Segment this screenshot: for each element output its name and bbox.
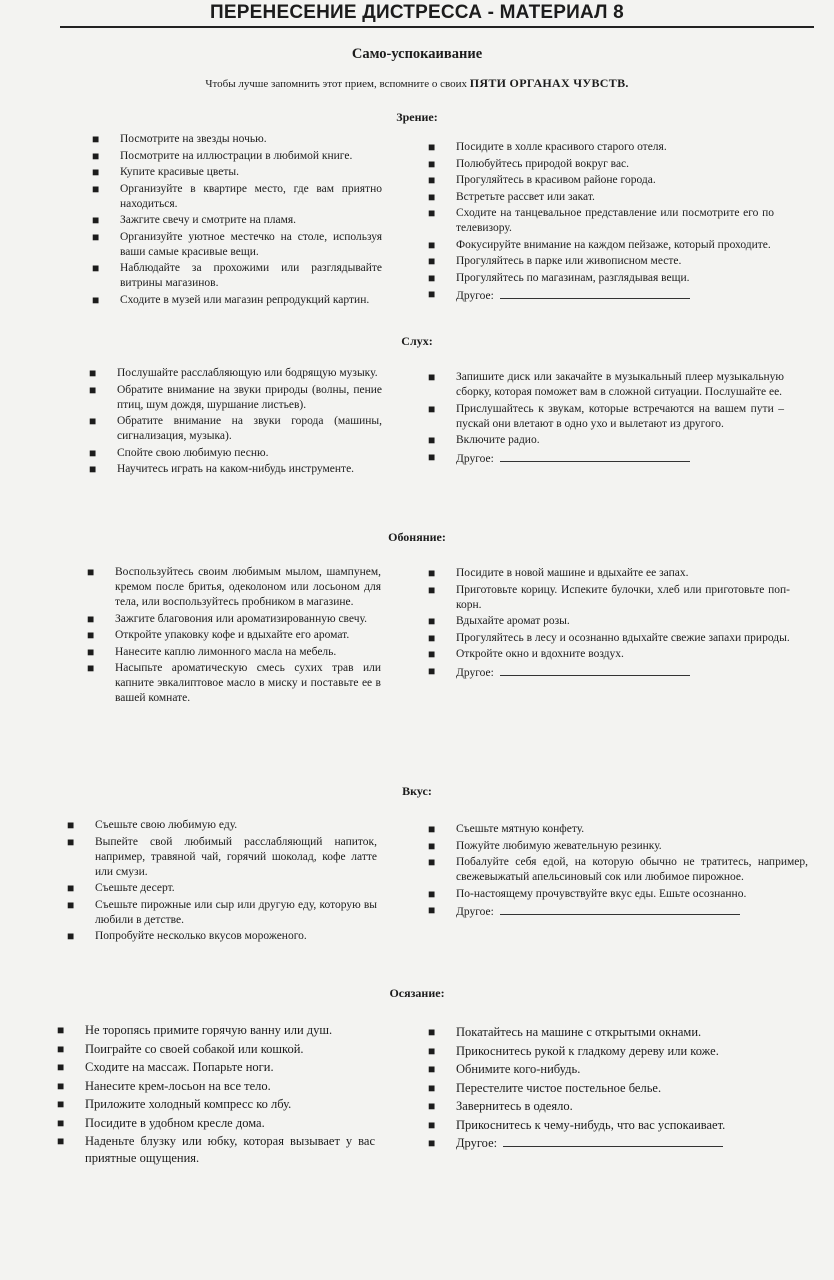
- bullet-icon: ■: [428, 1099, 436, 1113]
- bullet-icon: ■: [428, 433, 436, 447]
- bullet-icon: ■: [92, 213, 100, 227]
- list-item: ■ Спойте свою любимую песню.: [89, 445, 269, 460]
- bullet-icon: ■: [89, 462, 97, 476]
- bullet-icon: ■: [67, 834, 75, 849]
- bullet-icon: ■: [89, 445, 97, 460]
- intro-emphasis: ПЯТИ ОРГАНАХ ЧУВСТВ.: [469, 76, 629, 90]
- section-title-hearing: Слух:: [401, 334, 433, 348]
- bullet-icon: ■: [428, 173, 436, 187]
- bullet-icon: ■: [428, 630, 436, 645]
- bullet-icon: ■: [428, 838, 436, 853]
- list-item: ■ Нанесите каплю лимонного масла на мебель.: [87, 644, 337, 659]
- bullet-icon: ■: [89, 414, 97, 428]
- list-item: ■ Перестелите чистое постельное белье.: [428, 1080, 662, 1095]
- list-item: ■ Прогуляйтесь в красивом районе города.: [428, 173, 656, 187]
- list-item: ■ Вдыхайте аромат розы.: [428, 614, 570, 628]
- section-title-taste: Вкус:: [402, 784, 432, 798]
- intro-line: [0, 76, 834, 91]
- list-item: ■ Съешьте десерт.: [67, 881, 175, 895]
- bullet-icon: ■: [428, 647, 436, 661]
- intro-text: Чтобы лучше запомнить этот прием, вспомните о своих: [205, 78, 470, 90]
- bullet-icon: ■: [57, 1097, 65, 1111]
- list-item: ■ Фокусируйте внимание на каждом пейзаже, который проходите.: [428, 237, 771, 252]
- bullet-icon: ■: [87, 661, 95, 675]
- bullet-icon: ■: [428, 140, 436, 154]
- list-item: ■ Сходите на танцевальное представление или посмотрите его по телевизору.: [428, 206, 774, 234]
- list-item: ■ Зажгите благовония или ароматизированную свечу.: [87, 611, 367, 626]
- list-item: ■ Встретьте рассвет или закат.: [428, 189, 595, 204]
- bullet-icon: ■: [87, 611, 95, 626]
- list-item: ■ Организуйте в квартире место, где вам приятно находиться.: [92, 181, 382, 210]
- list-item: ■ Откройте окно и вдохните воздух.: [428, 647, 624, 661]
- other-item: ■ Другое:: [456, 1135, 806, 1152]
- bullet-icon: ■: [92, 229, 100, 244]
- touch-right-list: [428, 1024, 806, 1154]
- bullet-icon: ■: [428, 1062, 436, 1076]
- bullet-icon: ■: [87, 565, 95, 579]
- bullet-icon: ■: [67, 818, 75, 832]
- hearing-right-list: [428, 370, 784, 468]
- bullet-icon: ■: [428, 1080, 436, 1095]
- bullet-icon: ■: [428, 822, 436, 836]
- list-item: ■ Организуйте уютное местечко на столе, используя ваши самые красивые вещи.: [92, 229, 382, 258]
- bullet-icon: ■: [87, 644, 95, 659]
- list-item: ■ Запишите диск или закачайте в музыкальный плеер музыкальную сборку, которая поможет вам в сложной ситуации. Послушайте ее.: [428, 370, 784, 398]
- list-item: ■ Прогуляйтесь по магазинам, разглядывая вещи.: [428, 270, 690, 285]
- list-item: ■ Обратите внимание на звуки города (машины, сигнализация, музыка).: [89, 414, 382, 442]
- bullet-icon: ■: [428, 903, 436, 917]
- blank-line: [503, 1135, 723, 1147]
- list-item: ■ Послушайте расслабляющую или бодрящую музыку.: [89, 366, 378, 380]
- vision-left-list: [92, 132, 382, 309]
- list-item: ■ Посидите в удобном кресле дома.: [57, 1115, 265, 1130]
- list-item: ■ Наденьте блузку или юбку, которая вызывает у вас приятные ощущения.: [57, 1134, 375, 1165]
- list-item: ■ Завернитесь в одеяло.: [428, 1099, 573, 1113]
- list-item: ■ Полюбуйтесь природой вокруг вас.: [428, 156, 630, 171]
- smell-right-list: [428, 566, 790, 682]
- bullet-icon: ■: [428, 237, 436, 252]
- list-item: ■ Попробуйте несколько вкусов мороженого.: [67, 929, 307, 943]
- bullet-icon: ■: [92, 132, 100, 146]
- section-title-smell: Обоняние:: [388, 530, 446, 544]
- smell-left-list: [87, 565, 381, 708]
- taste-right-list: [428, 822, 808, 922]
- bullet-icon: ■: [428, 1025, 436, 1039]
- bullet-icon: ■: [67, 929, 75, 943]
- bullet-icon: ■: [428, 582, 436, 597]
- bullet-icon: ■: [428, 1136, 436, 1150]
- list-item: ■ Прикоснитесь рукой к гладкому дереву или коже.: [428, 1043, 719, 1058]
- bullet-icon: ■: [428, 401, 436, 416]
- list-item: ■ Пожуйте любимую жевательную резинку.: [428, 838, 662, 853]
- bullet-icon: ■: [428, 287, 436, 301]
- list-item: ■ Насыпьте ароматическую смесь сухих трав или капните эвкалиптовое масло в миску и поставьте ее в вашей комнате.: [87, 661, 381, 704]
- list-item: ■ Зажгите свечу и смотрите на пламя.: [92, 213, 297, 227]
- section-title-vision: Зрение:: [396, 110, 438, 124]
- list-item: ■ Приготовьте корицу. Испеките булочки, хлеб или приготовьте поп-корн.: [428, 582, 790, 611]
- bullet-icon: ■: [428, 663, 436, 678]
- list-item: ■ Сходите в музей или магазин репродукций картин.: [92, 292, 370, 307]
- section-title-touch: Осязание:: [389, 986, 445, 1000]
- bullet-icon: ■: [57, 1023, 65, 1037]
- bullet-icon: ■: [92, 292, 100, 307]
- bullet-icon: ■: [428, 855, 436, 869]
- blank-line: [500, 287, 690, 299]
- list-item: ■ Покатайтесь на машине с открытыми окнами.: [428, 1025, 702, 1039]
- list-item: ■ Не торопясь примите горячую ванну или душ.: [57, 1023, 333, 1037]
- bullet-icon: ■: [89, 382, 97, 397]
- title-underline: [60, 26, 814, 28]
- list-item: ■ Наблюдайте за прохожими или разглядывайте витрины магазинов.: [92, 261, 382, 289]
- bullet-icon: ■: [67, 881, 75, 895]
- list-item: ■ По-настоящему прочувствуйте вкус еды. Ешьте осознанно.: [428, 886, 747, 901]
- hearing-left-list: [89, 366, 382, 479]
- blank-line: [500, 664, 690, 676]
- touch-left-list: [57, 1022, 375, 1169]
- bullet-icon: ■: [428, 449, 436, 464]
- list-item: ■ Сходите на массаж. Попарьте ноги.: [57, 1060, 274, 1074]
- bullet-icon: ■: [428, 614, 436, 628]
- bullet-icon: ■: [87, 628, 95, 642]
- bullet-icon: ■: [57, 1078, 65, 1093]
- bullet-icon: ■: [428, 156, 436, 171]
- bullet-icon: ■: [428, 370, 436, 384]
- list-item: ■ Посмотрите на иллюстрации в любимой книге.: [92, 148, 353, 163]
- list-item: ■ Обратите внимание на звуки природы (волны, пение птиц, шум дождя, шуршание листьев).: [89, 382, 382, 411]
- vision-right-list: [428, 140, 774, 306]
- bullet-icon: ■: [428, 1043, 436, 1058]
- bullet-icon: ■: [67, 897, 75, 912]
- blank-line: [500, 903, 740, 915]
- list-item: ■ Прислушайтесь к звукам, которые встречаются на вашем пути – пускай они влетают в одно ухо и вылетают из другого.: [428, 401, 784, 430]
- handout-subtitle: Само-успокаивание: [351, 46, 483, 62]
- bullet-icon: ■: [428, 566, 436, 580]
- list-item: ■ Купите красивые цветы.: [92, 165, 239, 179]
- blank-line: [500, 450, 690, 462]
- list-item: ■ Нанесите крем-лосьон на все тело.: [57, 1078, 271, 1093]
- bullet-icon: ■: [428, 1117, 436, 1132]
- bullet-icon: ■: [92, 261, 100, 275]
- bullet-icon: ■: [92, 148, 100, 163]
- list-item: ■ Посидите в новой машине и вдыхайте ее запах.: [428, 566, 689, 580]
- bullet-icon: ■: [428, 189, 436, 204]
- list-item: ■ Съешьте пирожные или сыр или другую еду, которую вы любили в детстве.: [67, 897, 377, 926]
- bullet-icon: ■: [89, 366, 97, 380]
- other-item: ■ Другое:: [456, 903, 808, 920]
- bullet-icon: ■: [428, 206, 436, 220]
- list-item: ■ Включите радио.: [428, 433, 540, 447]
- taste-left-list: [67, 818, 377, 946]
- list-item: ■ Прикоснитесь к чему-нибудь, что вас успокаивает.: [428, 1117, 726, 1132]
- other-item: ■ Другое:: [456, 664, 790, 681]
- bullet-icon: ■: [57, 1134, 65, 1148]
- list-item: ■ Прогуляйтесь в лесу и осознанно вдыхайте свежие запахи природы.: [428, 630, 790, 645]
- list-item: ■ Выпейте свой любимый расслабляющий напиток, например, травяной чай, горячий шоколад, кофе латте или смузи.: [67, 834, 377, 878]
- bullet-icon: ■: [428, 270, 436, 285]
- bullet-icon: ■: [428, 886, 436, 901]
- page-title: ПЕРЕНЕСЕНИЕ ДИСТРЕССА - МАТЕРИАЛ 8: [210, 2, 624, 23]
- list-item: ■ Посидите в холле красивого старого отеля.: [428, 140, 667, 154]
- list-item: ■ Съешьте свою любимую еду.: [67, 818, 238, 832]
- other-item: ■ Другое:: [456, 450, 784, 467]
- bullet-icon: ■: [57, 1115, 65, 1130]
- list-item: ■ Съешьте мятную конфету.: [428, 822, 585, 836]
- list-item: ■ Поиграйте со своей собакой или кошкой.: [57, 1041, 304, 1056]
- bullet-icon: ■: [57, 1060, 65, 1074]
- bullet-icon: ■: [428, 254, 436, 268]
- list-item: ■ Приложите холодный компресс ко лбу.: [57, 1097, 292, 1111]
- list-item: ■ Научитесь играть на каком-нибудь инструменте.: [89, 462, 355, 476]
- bullet-icon: ■: [92, 181, 100, 196]
- other-item: ■ Другое:: [456, 287, 774, 304]
- list-item: ■ Побалуйте себя едой, на которую обычно не тратитесь, например, свежевыжатый апельсиновый сок или любимое пирожное.: [428, 855, 808, 883]
- list-item: ■ Прогуляйтесь в парке или живописном месте.: [428, 254, 682, 268]
- list-item: ■ Откройте упаковку кофе и вдыхайте его аромат.: [87, 628, 350, 642]
- list-item: ■ Воспользуйтесь своим любимым мылом, шампунем, кремом после бритья, одеколоном или лосьоном для тела, или воспользуйтесь пробником в магазине.: [87, 565, 381, 608]
- list-item: ■ Обнимите кого-нибудь.: [428, 1062, 581, 1076]
- bullet-icon: ■: [57, 1041, 65, 1056]
- list-item: ■ Посмотрите на звезды ночью.: [92, 132, 267, 146]
- bullet-icon: ■: [92, 165, 100, 179]
